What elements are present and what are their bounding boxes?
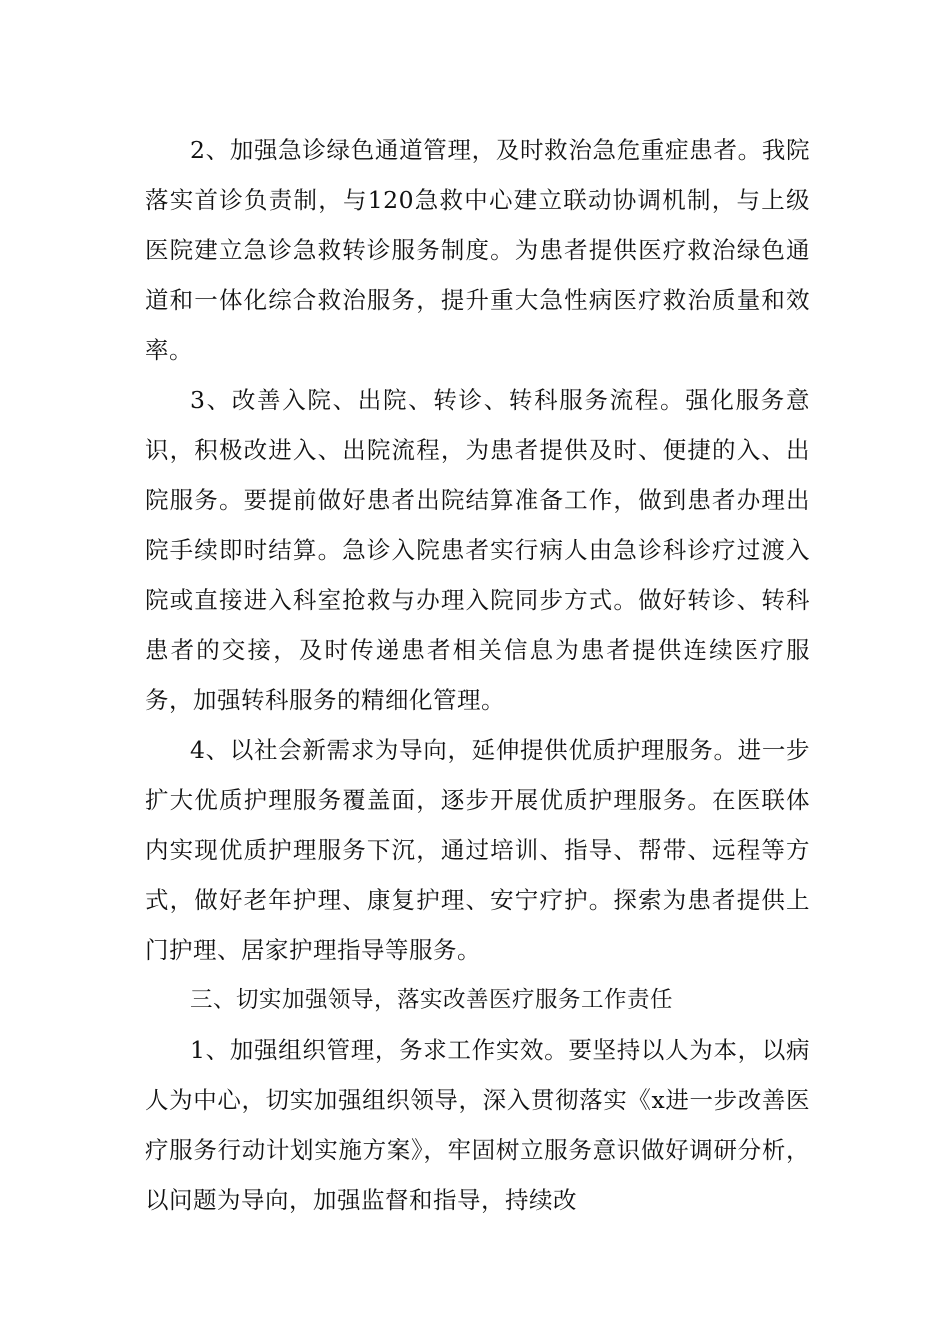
paragraph-organization-management: 1、加强组织管理，务求工作实效。要坚持以人为本，以病人为中心，切实加强组织领导，深入贯彻落实《x进一步改善医疗服务行动计划实施方案》，牢固树立服务意识做好调研分析，以问题为导向，加强监督和指导，持续改 bbox=[145, 1036, 810, 1214]
paragraph-admission-discharge: 3、改善入院、出院、转诊、转科服务流程。强化服务意识，积极改进入、出院流程，为患者提供及时、便捷的入、出院服务。要提前做好患者出院结算准备工作，做到患者办理出院手续即时结算。急诊入院患者实行病人由急诊科诊疗过渡入院或直接进入科室抢救与办理入院同步方式。做好转诊、转科患者的交接，及时传递患者相关信息为患者提供连续医疗服务，加强转科服务的精细化管理。 bbox=[145, 386, 810, 714]
paragraph-green-channel: 2、加强急诊绿色通道管理，及时救治急危重症患者。我院落实首诊负责制，与120急救中心建立联动协调机制，与上级医院建立急诊急救转诊服务制度。为患者提供医疗救治绿色通道和一体化综合救治服务，提升重大急性病医疗救治质量和效率。 bbox=[145, 136, 810, 364]
paragraph-quality-nursing: 4、以社会新需求为导向，延伸提供优质护理服务。进一步扩大优质护理服务覆盖面，逐步开展优质护理服务。在医联体内实现优质护理服务下沉，通过培训、指导、帮带、远程等方式，做好老年护理、康复护理、安宁疗护。探索为患者提供上门护理、居家护理指导等服务。 bbox=[145, 736, 810, 964]
section-heading: 三、切实加强领导，落实改善医疗服务工作责任 bbox=[190, 987, 674, 1013]
document-body bbox=[145, 125, 810, 1225]
